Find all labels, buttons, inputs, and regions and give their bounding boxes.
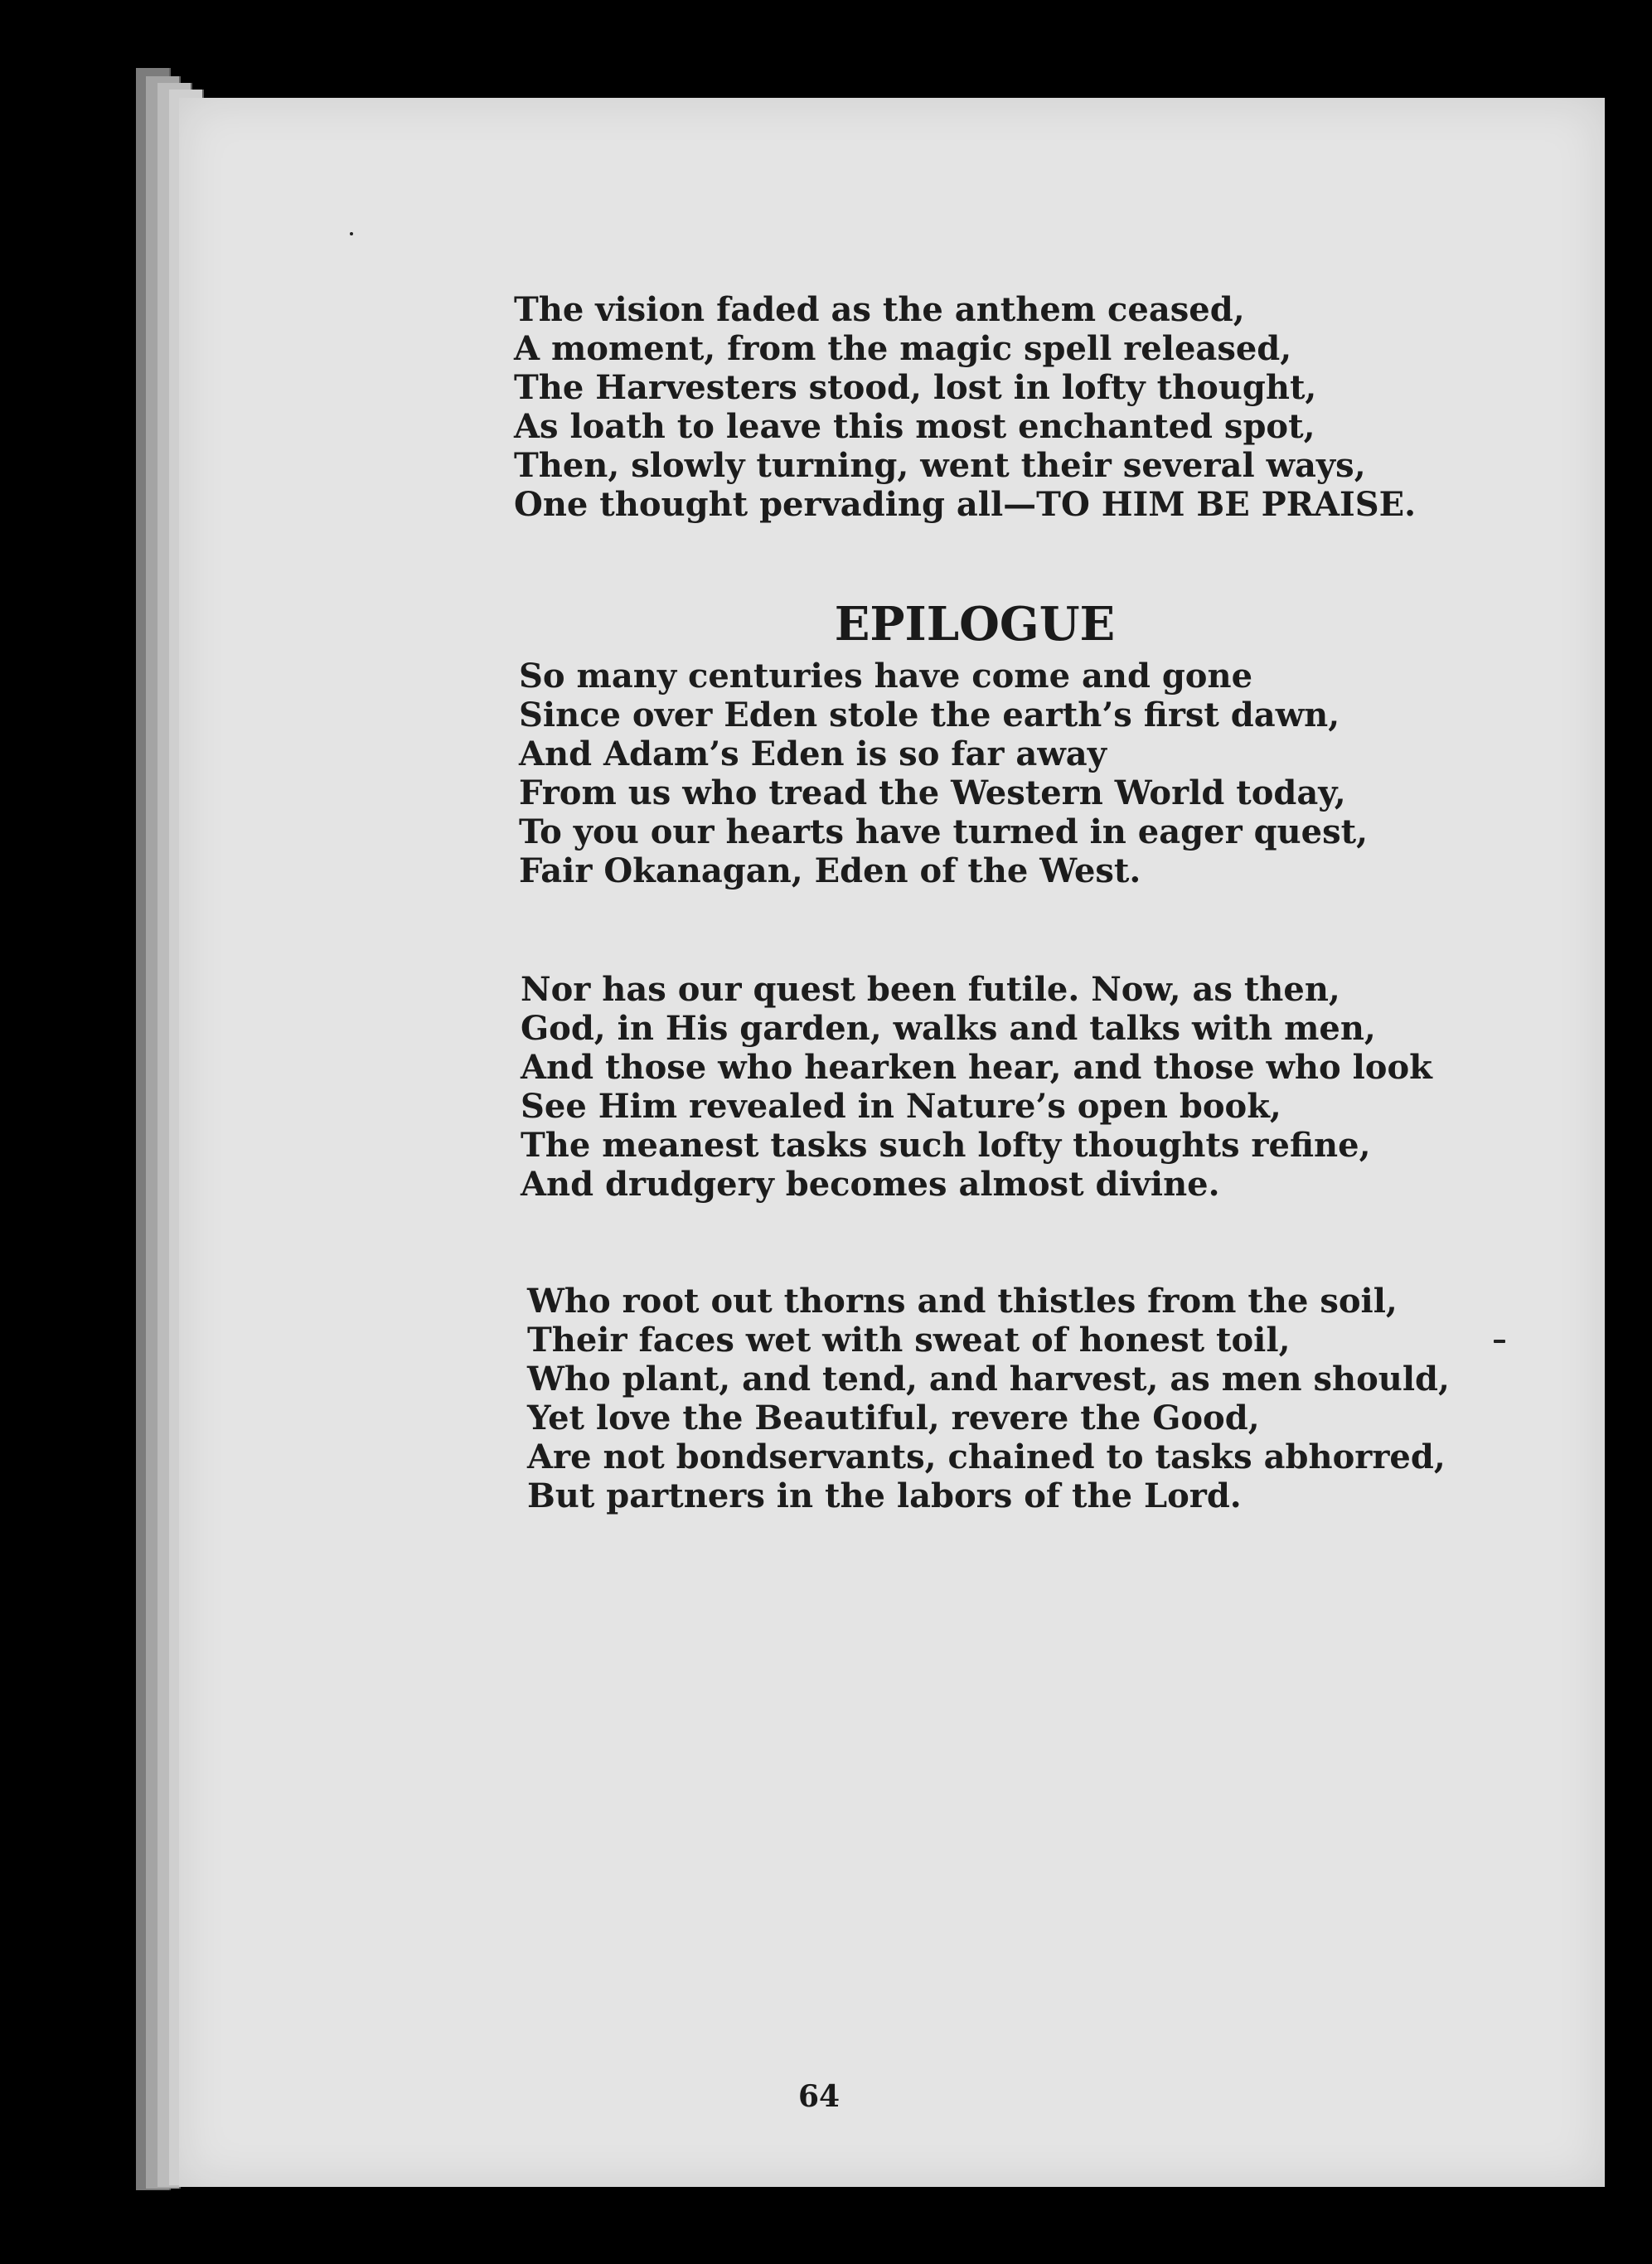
poem-line: God, in His garden, walks and talks with men,: [521, 1009, 1376, 1048]
poem-line: Then, slowly turning, went their several ways,: [514, 446, 1366, 485]
poem-line: Fair Okanagan, Eden of the West.: [519, 851, 1141, 890]
poem-line: Their faces wet with sweat of honest toil,: [527, 1321, 1291, 1360]
epilogue-heading: EPILOGUE: [834, 597, 1116, 652]
opening-stanza: [514, 290, 1416, 524]
poem-line: Who plant, and tend, and harvest, as men should,: [527, 1360, 1450, 1399]
poem-line: Yet love the Beautiful, revere the Good,: [527, 1399, 1260, 1437]
scan-speck: [350, 232, 353, 235]
poem-line: Who root out thorns and thistles from the soil,: [527, 1282, 1398, 1321]
epilogue-stanza-2: [521, 970, 1432, 1204]
poem-line: Are not bondservants, chained to tasks abhorred,: [527, 1437, 1446, 1476]
poem-line: The meanest tasks such lofty thoughts refine,: [521, 1126, 1371, 1165]
poem-line: See Him revealed in Nature’s open book,: [521, 1087, 1281, 1126]
poem-line: And drudgery becomes almost divine.: [521, 1165, 1220, 1204]
poem-line: The Harvesters stood, lost in lofty thought,: [514, 368, 1317, 407]
poem-line: To you our hearts have turned in eager quest,: [519, 812, 1369, 851]
poem-line: A moment, from the magic spell released,: [514, 329, 1292, 368]
epilogue-stanza-3: [527, 1282, 1450, 1515]
poem-line: But partners in the labors of the Lord.: [527, 1476, 1242, 1515]
poem-line: And those who hearken hear, and those who look: [521, 1048, 1432, 1087]
poem-line: As loath to leave this most enchanted spot,: [514, 407, 1315, 446]
poem-line: The vision faded as the anthem ceased,: [514, 290, 1245, 329]
poem-line: One thought pervading all—TO HIM BE PRAISE.: [514, 485, 1417, 524]
page-sheet: [179, 98, 1605, 2187]
epilogue-stanza-1: [519, 657, 1368, 890]
poem-line: Nor has our quest been futile. Now, as then,: [521, 970, 1340, 1009]
scan-speck: [1494, 1340, 1505, 1343]
poem-line: From us who tread the Western World today,: [519, 773, 1346, 812]
page-number: 64: [797, 2079, 841, 2114]
poem-line: And Adam’s Eden is so far away: [519, 734, 1107, 773]
poem-line: Since over Eden stole the earth’s first dawn,: [519, 696, 1340, 734]
poem-line: So many centuries have come and gone: [519, 657, 1253, 696]
